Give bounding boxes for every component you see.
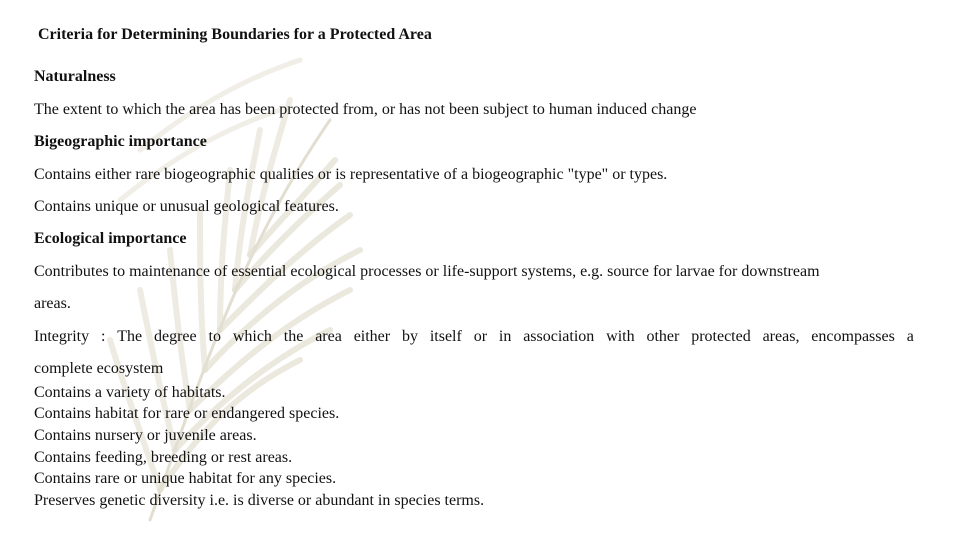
list-item: Contains habitat for rare or endangered species.: [34, 405, 340, 422]
list-item: Preserves genetic diversity i.e. is diverse or abundant in species terms.: [34, 492, 485, 509]
integrity-word: by: [401, 328, 418, 345]
integrity-word: in: [498, 328, 512, 345]
ecological-text-1: Contributes to maintenance of essential ecological processes or life-support systems, e.g. source for larvae for downstream: [34, 263, 820, 280]
integrity-word: The: [117, 328, 143, 345]
bigeographic-text-2: Contains unique or unusual geological features.: [34, 198, 339, 215]
list-item: Contains nursery or juvenile areas.: [34, 427, 257, 444]
integrity-word: area: [315, 328, 342, 345]
integrity-word: itself: [429, 328, 462, 345]
naturalness-heading: Naturalness: [34, 68, 116, 85]
integrity-word: a: [906, 328, 914, 345]
integrity-word: association: [523, 328, 595, 345]
list-item: Contains a variety of habitats.: [34, 384, 226, 401]
slide-title: Criteria for Determining Boundaries for a Protected Area: [38, 26, 432, 43]
bigeographic-heading: Bigeographic importance: [34, 133, 207, 150]
integrity-word: other: [646, 328, 680, 345]
integrity-word: the: [283, 328, 304, 345]
integrity-word: with: [606, 328, 635, 345]
bigeographic-text-1: Contains either rare biogeographic qualities or is representative of a biogeographic "type" or types.: [34, 166, 668, 183]
ecological-text-1b: areas.: [34, 295, 71, 312]
integrity-word: encompasses: [811, 328, 895, 345]
integrity-word: :: [100, 328, 106, 345]
integrity-word: degree: [154, 328, 197, 345]
integrity-word: protected: [691, 328, 751, 345]
naturalness-text: The extent to which the area has been protected from, or has not been subject to human induced change: [34, 101, 697, 118]
integrity-word: which: [232, 328, 272, 345]
integrity-word: to: [208, 328, 221, 345]
ecological-heading: Ecological importance: [34, 230, 187, 247]
integrity-line-1: [34, 327, 914, 347]
list-item: Contains feeding, breeding or rest areas.: [34, 449, 293, 466]
integrity-word: either: [353, 328, 391, 345]
list-item: Contains rare or unique habitat for any species.: [34, 470, 337, 487]
integrity-word: areas,: [762, 328, 800, 345]
integrity-word: Integrity: [34, 328, 90, 345]
integrity-text-2: complete ecosystem: [34, 360, 164, 377]
integrity-word: or: [473, 328, 488, 345]
